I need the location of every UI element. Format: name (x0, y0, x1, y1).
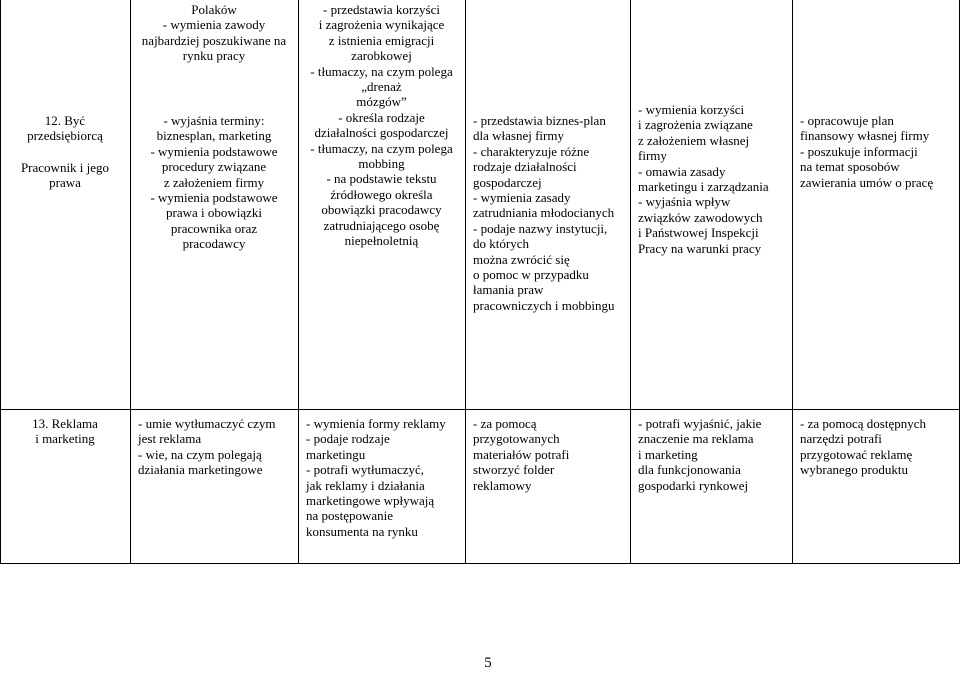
row13-col3: - wymienia formy reklamy - podaje rodzaje marketingu - potrafi wytłumaczyć, jak reklamy i działania marketingowe wpływają na postępowanie konsumenta na rynku (306, 416, 446, 539)
row12-topic-number: 12. Być przedsiębiorcą (27, 113, 103, 144)
grid-line (792, 0, 793, 564)
grid-line (0, 0, 1, 564)
grid-line (630, 0, 631, 564)
grid-line (130, 0, 131, 564)
row12-col2-top: Polaków - wymienia zawody najbardziej poszukiwane na rynku pracy (141, 2, 287, 64)
page-number: 5 (484, 655, 492, 671)
grid-line (0, 409, 960, 410)
grid-line (298, 0, 299, 564)
row13-col4: - za pomocą przygotowanych materiałów potrafi stworzyć folder reklamowy (473, 416, 570, 493)
row12-col4: - przedstawia biznes-plan dla własnej firmy - charakteryzuje różne rodzaje działalności gospodarczej - wymienia zasady zatrudniania młodocianych - podaje nazwy instytucji, do których można zwrócić się o pomoc w przypadku łamania praw pracowniczych i mobbingu (473, 113, 615, 313)
row12-topic-subtitle: Pracownik i jego prawa (20, 160, 110, 191)
row13-topic: 13. Reklama i marketing (32, 416, 98, 447)
row13-col6: - za pomocą dostępnych narzędzi potrafi przygotować reklamę wybranego produktu (800, 416, 926, 478)
row12-col5: - wymienia korzyści i zagrożenia związane z założeniem własnej firmy - omawia zasady marketingu i zarządzania - wyjaśnia wpływ związków zawodowych i Państwowej Inspekcji Pracy na warunki pracy (638, 102, 769, 256)
row12-col6: - opracowuje plan finansowy własnej firmy - poszukuje informacji na temat sposobów zawierania umów o pracę (800, 113, 934, 190)
grid-line (0, 563, 960, 564)
grid-line (465, 0, 466, 564)
row13-col2: - umie wytłumaczyć czym jest reklama - wie, na czym polegają działania marketingowe (138, 416, 276, 478)
row13-col5: - potrafi wyjaśnić, jakie znaczenie ma reklama i marketing dla funkcjonowania gospodarki rynkowej (638, 416, 762, 493)
row12-col3: - przedstawia korzyści i zagrożenia wynikające z istnienia emigracji zarobkowej - tłumaczy, na czym polega „drenaż mózgów” - określa rodzaje działalności gospodarczej - tłumaczy, na czym polega mobbing - na podstawie tekstu źródłowego określa obowiązki pracodawcy zatrudniającego osobę niepełnoletnią (310, 2, 453, 249)
row12-col2-mid: - wyjaśnia terminy: biznesplan, marketing - wymienia podstawowe procedury związane z założeniem firmy - wymienia podstawowe prawa i obowiązki pracownika oraz pracodawcy (150, 113, 278, 252)
